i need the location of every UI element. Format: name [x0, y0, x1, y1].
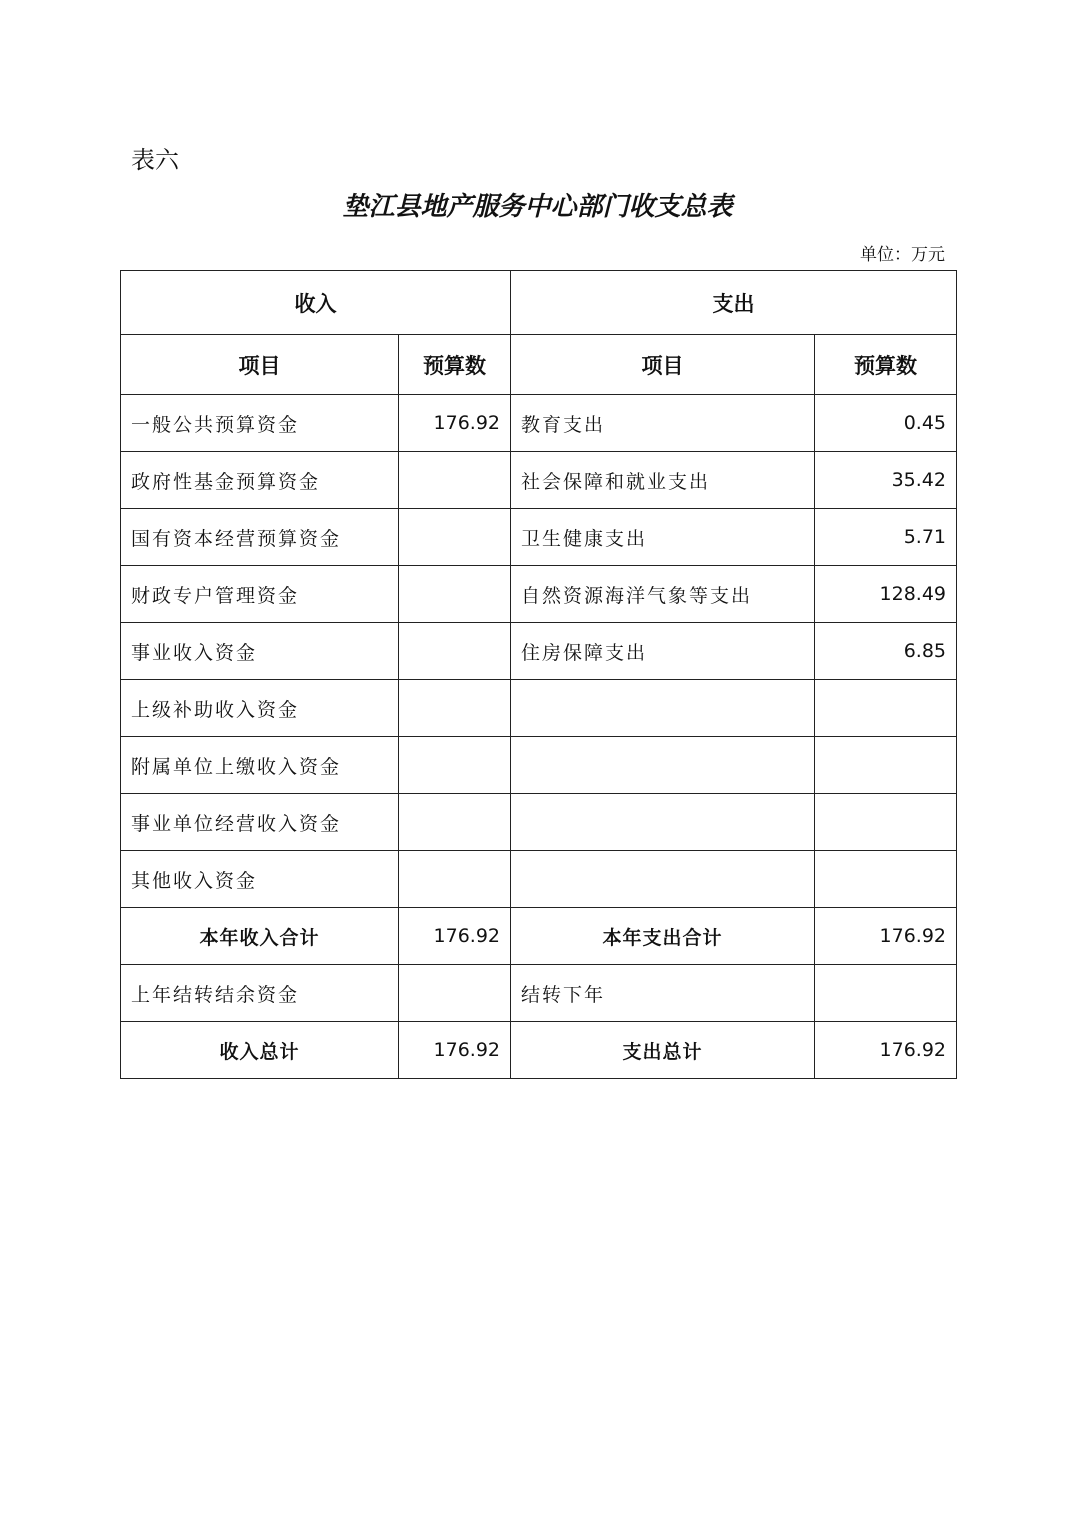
income-item: 一般公共预算资金: [121, 395, 399, 452]
income-value: [399, 452, 511, 509]
expense-value: 128.49: [815, 566, 957, 623]
carryover-expense-label: 结转下年: [511, 965, 815, 1022]
page-label: 表六: [131, 146, 179, 174]
expense-item: 自然资源海洋气象等支出: [511, 566, 815, 623]
expense-item: [511, 794, 815, 851]
expense-value: 35.42: [815, 452, 957, 509]
income-item: 附属单位上缴收入资金: [121, 737, 399, 794]
table-row: [121, 737, 957, 794]
budget-table: [120, 270, 957, 1079]
table-row: [121, 566, 957, 623]
expense-item: [511, 851, 815, 908]
income-budget-header: 预算数: [399, 335, 511, 395]
expense-group-header: 支出: [511, 271, 957, 335]
income-value: [399, 851, 511, 908]
income-value: [399, 566, 511, 623]
table-row: [121, 623, 957, 680]
table-row: [121, 509, 957, 566]
year-income-total-label: 本年收入合计: [121, 908, 399, 965]
expense-value: 0.45: [815, 395, 957, 452]
year-expense-total-value: 176.92: [815, 908, 957, 965]
income-item: 其他收入资金: [121, 851, 399, 908]
income-value: [399, 509, 511, 566]
income-item: 国有资本经营预算资金: [121, 509, 399, 566]
grand-expense-total-value: 176.92: [815, 1022, 957, 1079]
year-income-total-value: 176.92: [399, 908, 511, 965]
income-value: 176.92: [399, 395, 511, 452]
carryover-income-value: [399, 965, 511, 1022]
income-item: 政府性基金预算资金: [121, 452, 399, 509]
year-total-row: [121, 908, 957, 965]
table-row: [121, 680, 957, 737]
grand-income-total-label: 收入总计: [121, 1022, 399, 1079]
expense-value: [815, 851, 957, 908]
expense-value: [815, 680, 957, 737]
column-header-row: [121, 335, 957, 395]
income-value: [399, 737, 511, 794]
carryover-expense-value: [815, 965, 957, 1022]
carryover-row: [121, 965, 957, 1022]
expense-item: 卫生健康支出: [511, 509, 815, 566]
expense-value: 6.85: [815, 623, 957, 680]
income-group-header: 收入: [121, 271, 511, 335]
table-row: [121, 794, 957, 851]
expense-item: 教育支出: [511, 395, 815, 452]
expense-item: 住房保障支出: [511, 623, 815, 680]
expense-value: [815, 794, 957, 851]
document-title: 垫江县地产服务中心部门收支总表: [342, 192, 733, 222]
group-header-row: [121, 271, 957, 335]
income-value: [399, 794, 511, 851]
expense-value: 5.71: [815, 509, 957, 566]
expense-value: [815, 737, 957, 794]
grand-total-row: [121, 1022, 957, 1079]
unit-note: 单位：万元: [860, 245, 945, 265]
income-value: [399, 680, 511, 737]
expense-item: [511, 737, 815, 794]
table-row: [121, 452, 957, 509]
expense-item: 社会保障和就业支出: [511, 452, 815, 509]
grand-income-total-value: 176.92: [399, 1022, 511, 1079]
table-row: [121, 395, 957, 452]
income-item: 事业单位经营收入资金: [121, 794, 399, 851]
expense-item: [511, 680, 815, 737]
table-row: [121, 851, 957, 908]
income-item: 上级补助收入资金: [121, 680, 399, 737]
income-item-header: 项目: [121, 335, 399, 395]
expense-budget-header: 预算数: [815, 335, 957, 395]
income-item: 事业收入资金: [121, 623, 399, 680]
year-expense-total-label: 本年支出合计: [511, 908, 815, 965]
income-value: [399, 623, 511, 680]
income-item: 财政专户管理资金: [121, 566, 399, 623]
carryover-income-label: 上年结转结余资金: [121, 965, 399, 1022]
expense-item-header: 项目: [511, 335, 815, 395]
grand-expense-total-label: 支出总计: [511, 1022, 815, 1079]
